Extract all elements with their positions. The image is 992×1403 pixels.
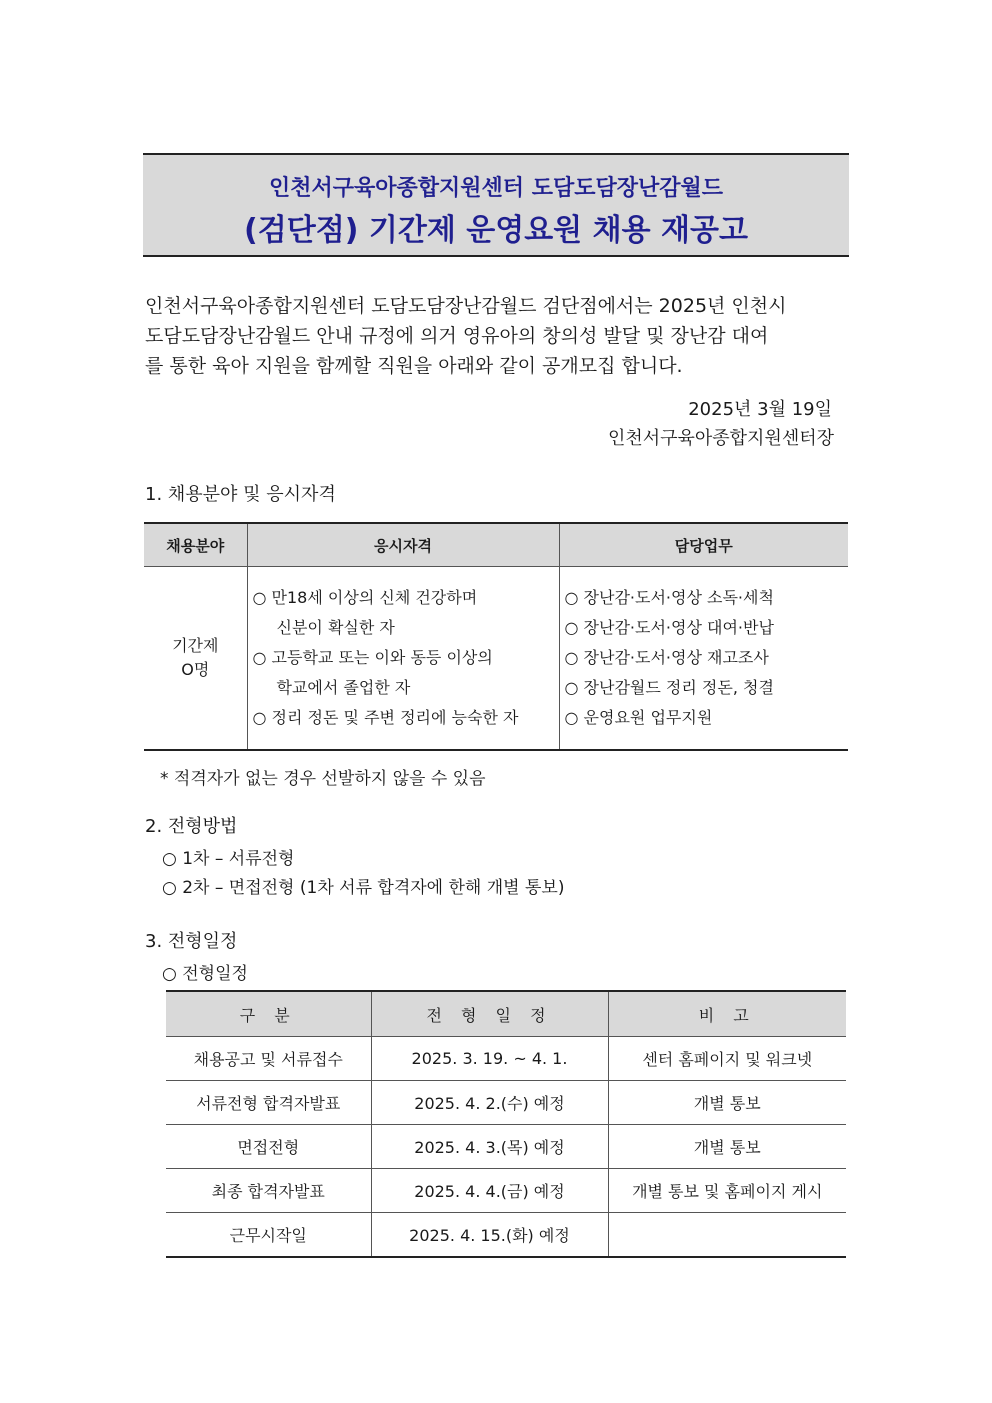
method-item: ○ 1차 – 서류전형 [162, 849, 295, 869]
signer: 인천서구육아종합지원센터장 [607, 428, 834, 449]
intro-line: 를 통한 육아 지원을 함께할 직원을 아래와 같이 공개모집 합니다. [145, 355, 683, 377]
qualifications-cell [247, 567, 559, 751]
table-header-row [144, 523, 848, 567]
table-row [166, 1125, 846, 1169]
qualification-table [144, 522, 848, 751]
duties-cell [559, 567, 848, 751]
table-header-row [166, 991, 846, 1037]
qualification-item: ○ 고등학교 또는 이와 동등 이상의 [252, 648, 493, 667]
section-2-heading: 2. 전형방법 [145, 816, 238, 837]
method-item: ○ 2차 – 면접전형 (1차 서류 합격자에 한해 개별 통보) [162, 878, 565, 898]
stage-cell: 면접전형 [166, 1125, 371, 1169]
stage-cell: 서류전형 합격자발표 [166, 1081, 371, 1125]
table-row [166, 1081, 846, 1125]
date-cell: 2025. 4. 4.(금) 예정 [371, 1169, 608, 1213]
date-cell: 2025. 4. 2.(수) 예정 [371, 1081, 608, 1125]
qualification-item: 학교에서 졸업한 자 [276, 678, 411, 697]
qualification-item: ○ 정리 정돈 및 주변 정리에 능숙한 자 [252, 708, 519, 727]
remark-cell [608, 1213, 846, 1258]
qualification-item: ○ 만18세 이상의 신체 건강하며 [252, 588, 478, 607]
remark-cell: 개별 통보 [608, 1125, 846, 1169]
table-row [166, 1169, 846, 1213]
date-cell: 2025. 4. 15.(화) 예정 [371, 1213, 608, 1258]
table-row [144, 567, 848, 751]
qualification-item: 신분이 확실한 자 [276, 618, 395, 637]
table-row [166, 1213, 846, 1258]
intro-paragraph [145, 291, 849, 381]
header-cell: 응시자격 [247, 523, 559, 567]
stage-cell: 채용공고 및 서류접수 [166, 1037, 371, 1081]
selection-note: * 적격자가 없는 경우 선발하지 않을 수 있음 [160, 769, 486, 789]
stage-cell: 최종 합격자발표 [166, 1169, 371, 1213]
title-line-2: (검단점) 기간제 운영요원 채용 재공고 [244, 213, 748, 248]
duty-item: ○ 장난감월드 정리 정돈, 청결 [564, 678, 774, 697]
field-cell [144, 567, 247, 751]
remark-cell: 센터 홈페이지 및 워크넷 [608, 1037, 846, 1081]
header-cell: 담당업무 [559, 523, 848, 567]
stage-cell: 근무시작일 [166, 1213, 371, 1258]
table-row [166, 1037, 846, 1081]
header-cell: 비 고 [608, 991, 846, 1037]
section-3-heading: 3. 전형일정 [145, 931, 238, 952]
intro-line: 인천서구육아종합지원센터 도담도담장난감월드 검단점에서는 2025년 인천시 [145, 295, 787, 317]
header-cell: 채용분야 [144, 523, 247, 567]
duty-item: ○ 장난감·도서·영상 재고조사 [564, 648, 769, 667]
duty-item: ○ 운영요원 업무지원 [564, 708, 713, 727]
remark-cell: 개별 통보 및 홈페이지 게시 [608, 1169, 846, 1213]
field-count: O명 [181, 660, 210, 679]
header-cell: 전 형 일 정 [371, 991, 608, 1037]
date-cell: 2025. 3. 19. ~ 4. 1. [371, 1037, 608, 1081]
duty-item: ○ 장난감·도서·영상 소독·세척 [564, 588, 774, 607]
section-1-heading: 1. 채용분야 및 응시자격 [145, 484, 336, 505]
intro-line: 도담도담장난감월드 안내 규정에 의거 영유아의 창의성 발달 및 장난감 대여 [145, 325, 769, 347]
field-type: 기간제 [172, 636, 219, 655]
schedule-subheading: ○ 전형일정 [162, 964, 248, 984]
title-box [143, 153, 849, 257]
header-cell: 구 분 [166, 991, 371, 1037]
title-line-1: 인천서구육아종합지원센터 도담도담장난감월드 [269, 176, 723, 201]
date-cell: 2025. 4. 3.(목) 예정 [371, 1125, 608, 1169]
schedule-table [166, 990, 846, 1258]
announcement-date: 2025년 3월 19일 [688, 399, 832, 420]
duty-item: ○ 장난감·도서·영상 대여·반납 [564, 618, 774, 637]
remark-cell: 개별 통보 [608, 1081, 846, 1125]
